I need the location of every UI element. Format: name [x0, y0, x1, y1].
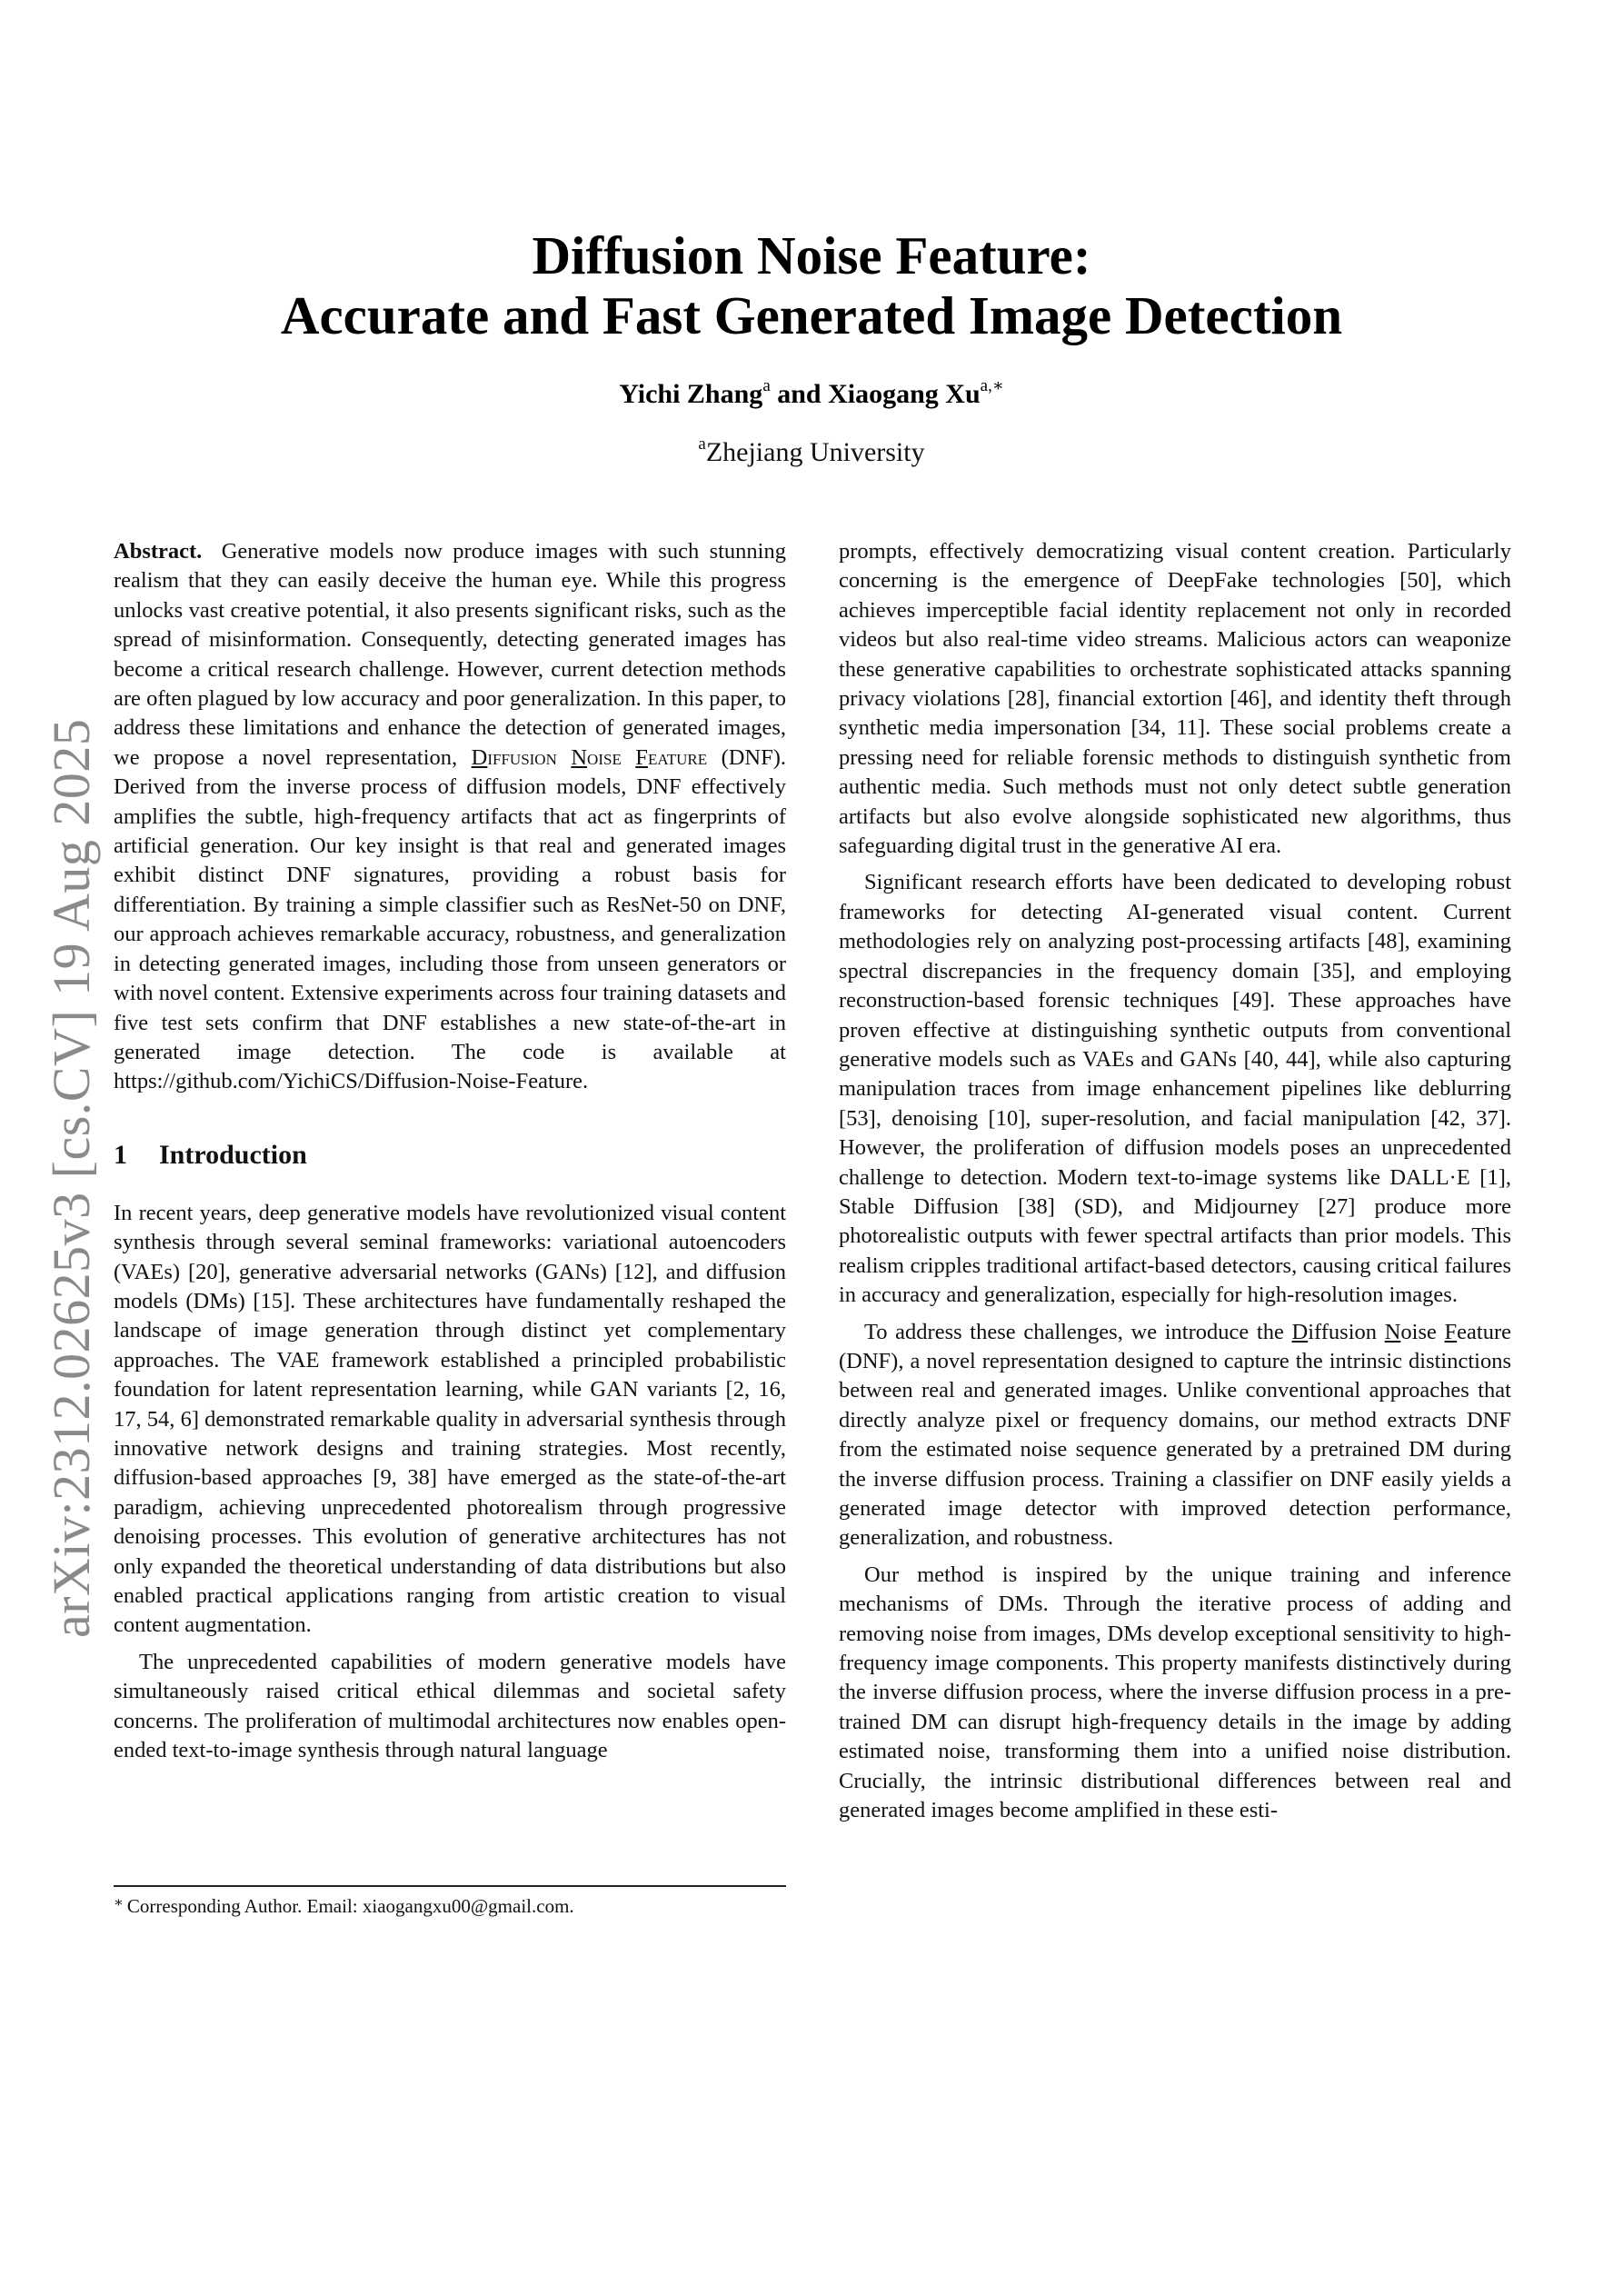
right-paragraph-2: Significant research efforts have been dedicated to developing robust frameworks for detecting AI-generated visual content. Current methodologies rely on analyzing post-processing artifacts [48], examining spectral discrepancies in the frequency domain [35], and employing reconstruction-based forensic techniques [49]. These approaches have proven effective at distinguishing synthetic outputs from conventional generative models such as VAEs and GANs [40, 44], while also capturing manipulation traces from image enhancement pipelines like deblurring [53], denoising [10], super-resolution, and facial manipulation [42, 37]. However, the proliferation of diffusion models poses an unprecedented challenge to detection. Modern text-to-image systems like DALL·E [1], Stable Diffusion [38] (SD), and Midjourney [27] produce more photorealistic outputs with fewer spectral artifacts than prior models. This realism cripples traditional artifact-based detectors, causing critical failures in accuracy and generalization, especially for high-resolution images.	[839, 870, 1511, 1308]
dnf-word-2-rest: oise	[587, 744, 622, 770]
affiliation	[0, 434, 1623, 471]
section-number: 1	[114, 1139, 127, 1170]
right-paragraph-4: Our method is inspired by the unique training and inference mechanisms of DMs. Through the iterative process of adding and removing noise from images, DMs develop exceptional sensitivity to high-frequency image components. This property manifests distinctively during the inverse diffusion process, where the inverse diffusion process in a pre-trained DM can disrupt high-frequency details in the image by adding estimated noise, transforming them into a unified noise distribution. Crucially, the intrinsic distributional differences between real and generated images become amplified in these esti-	[839, 1562, 1511, 1823]
arxiv-identifier-stamp: arXiv:2312.02625v3 [cs.CV] 19 Aug 2025	[42, 718, 101, 1638]
dnf-word-1-rest: iffusion	[487, 744, 557, 770]
right-paragraph-3	[839, 1318, 1511, 1553]
title-line-2: Accurate and Fast Generated Image Detection	[280, 285, 1343, 345]
title-line-1: Diffusion Noise Feature:	[532, 225, 1091, 285]
abstract-label: Abstract.	[114, 539, 203, 564]
right-column	[839, 537, 1511, 1825]
author-1-affiliation-mark: a	[762, 376, 771, 395]
footnote-text: Corresponding Author. Email: xiaogangxu00@gmail.com.	[126, 1895, 574, 1917]
section-heading-introduction	[114, 1137, 786, 1173]
p3-text-after: eature (DNF), a novel representation designed to capture the intrinsic distinctions between real and generated images. Unlike conventional approaches that directly analyze pixel or frequency domains, our method extracts DNF from the estimated noise sequence generated by a pretrained DM during the inverse diffusion process. Training a classifier on DNF easily yields a generated image detector with improved detection performance, generalization, and robustness.	[839, 1319, 1512, 1551]
p3-word-oise: oise	[1400, 1319, 1437, 1344]
p3-word-iffusion: iffusion	[1308, 1319, 1378, 1344]
abstract	[114, 537, 786, 1097]
dnf-letter-n: N	[571, 744, 588, 770]
abstract-text-part-2: (DNF). Derived from the inverse process of diffusion models, DNF effectively amplifies the subtle, high-frequency artifacts that act as fingerprints of artificial generation. Our key insight is that real and generated images exhibit distinct DNF signatures, providing a robust basis for differentiation. By training a simple classifier such as ResNet-50 on DNF, our approach achieves remarkable accuracy, robustness, and generalization in detecting generated images, including those from unseen generators or with novel content. Extensive experiments across four training datasets and five test sets confirm that DNF establishes a new state-of-the-art in generated image detection. The code is available at https://github.com/YichiCS/Diffusion-Noise-Feature.	[114, 744, 787, 1094]
author-2-affiliation-mark: a,∗	[980, 376, 1004, 395]
author-1-name: Yichi Zhang	[619, 379, 763, 409]
dnf-word-3-rest: eature	[647, 744, 708, 770]
p3-letter-d: D	[1291, 1319, 1309, 1344]
paper-title	[0, 225, 1623, 345]
footnote	[114, 1893, 786, 1922]
footnote-rule	[114, 1885, 786, 1887]
intro-paragraph-2: The unprecedented capabilities of modern generative models have simultaneously raised critical ethical dilemmas and societal safety concerns. The proliferation of multimodal architectures now enables open-ended text-to-image synthesis through natural language	[114, 1649, 786, 1763]
p3-letter-f: F	[1444, 1319, 1458, 1344]
p3-letter-n: N	[1384, 1319, 1401, 1344]
p3-text-before: To address these challenges, we introduce the	[864, 1319, 1284, 1344]
right-paragraph-1: prompts, effectively democratizing visual content creation. Particularly concerning is the emergence of DeepFake technologies [50], which achieves imperceptible facial identity replacement not only in recorded videos but also real-time video streams. Malicious actors can weaponize these generative capabilities to orchestrate sophisticated attacks spanning privacy violations [28], financial extortion [46], and identity theft through synthetic media impersonation [34, 11]. These social problems create a pressing need for reliable forensic methods to distinguish synthetic from authentic media. Such methods must not only detect subtle generation artifacts but also evolve alongside sophisticated new algorithms, thus safeguarding digital trust in the generative AI era.	[839, 539, 1511, 859]
footnote-mark: ∗	[114, 1895, 124, 1911]
author-2-name: Xiaogang Xu	[828, 379, 981, 409]
author-conjunction: and	[777, 379, 821, 409]
intro-paragraph-1: In recent years, deep generative models have revolutionized visual content synthesis through several seminal frameworks: variational autoencoders (VAEs) [20], generative adversarial networks (GANs) [12], and diffusion models (DMs) [15]. These architectures have fundamentally reshaped the landscape of image generation through distinct yet complementary approaches. The VAE framework established a principled probabilistic foundation for latent representation learning, while GAN variants [2, 16, 17, 54, 6] demonstrated remarkable quality in adversarial synthesis through innovative network designs and training strategies. Most recently, diffusion-based approaches [9, 38] have emerged as the state-of-the-art paradigm, achieving unprecedented photorealism through progressive denoising processes. This evolution of generative architectures has not only expanded the theoretical understanding of data distributions but also enabled practical applications ranging from artistic creation to visual content augmentation.	[114, 1200, 786, 1638]
left-column	[114, 537, 786, 1765]
abstract-text-part-1: Generative models now produce images with such stunning realism that they can easily deceive the human eye. While this progress unlocks vast creative potential, it also presents significant risks, such as the spread of misinformation. Consequently, detecting generated images has become a critical research challenge. However, current detection methods are often plagued by low accuracy and poor generalization. In this paper, to address these limitations and enhance the detection of generated images, we propose a novel representation,	[114, 539, 786, 770]
dnf-letter-d: D	[471, 744, 488, 770]
author-list	[0, 376, 1623, 413]
affiliation-name: Zhejiang University	[705, 437, 925, 467]
section-title: Introduction	[159, 1139, 307, 1170]
dnf-term	[472, 745, 707, 770]
affiliation-mark: a	[698, 434, 706, 454]
dnf-letter-f: F	[635, 744, 648, 770]
